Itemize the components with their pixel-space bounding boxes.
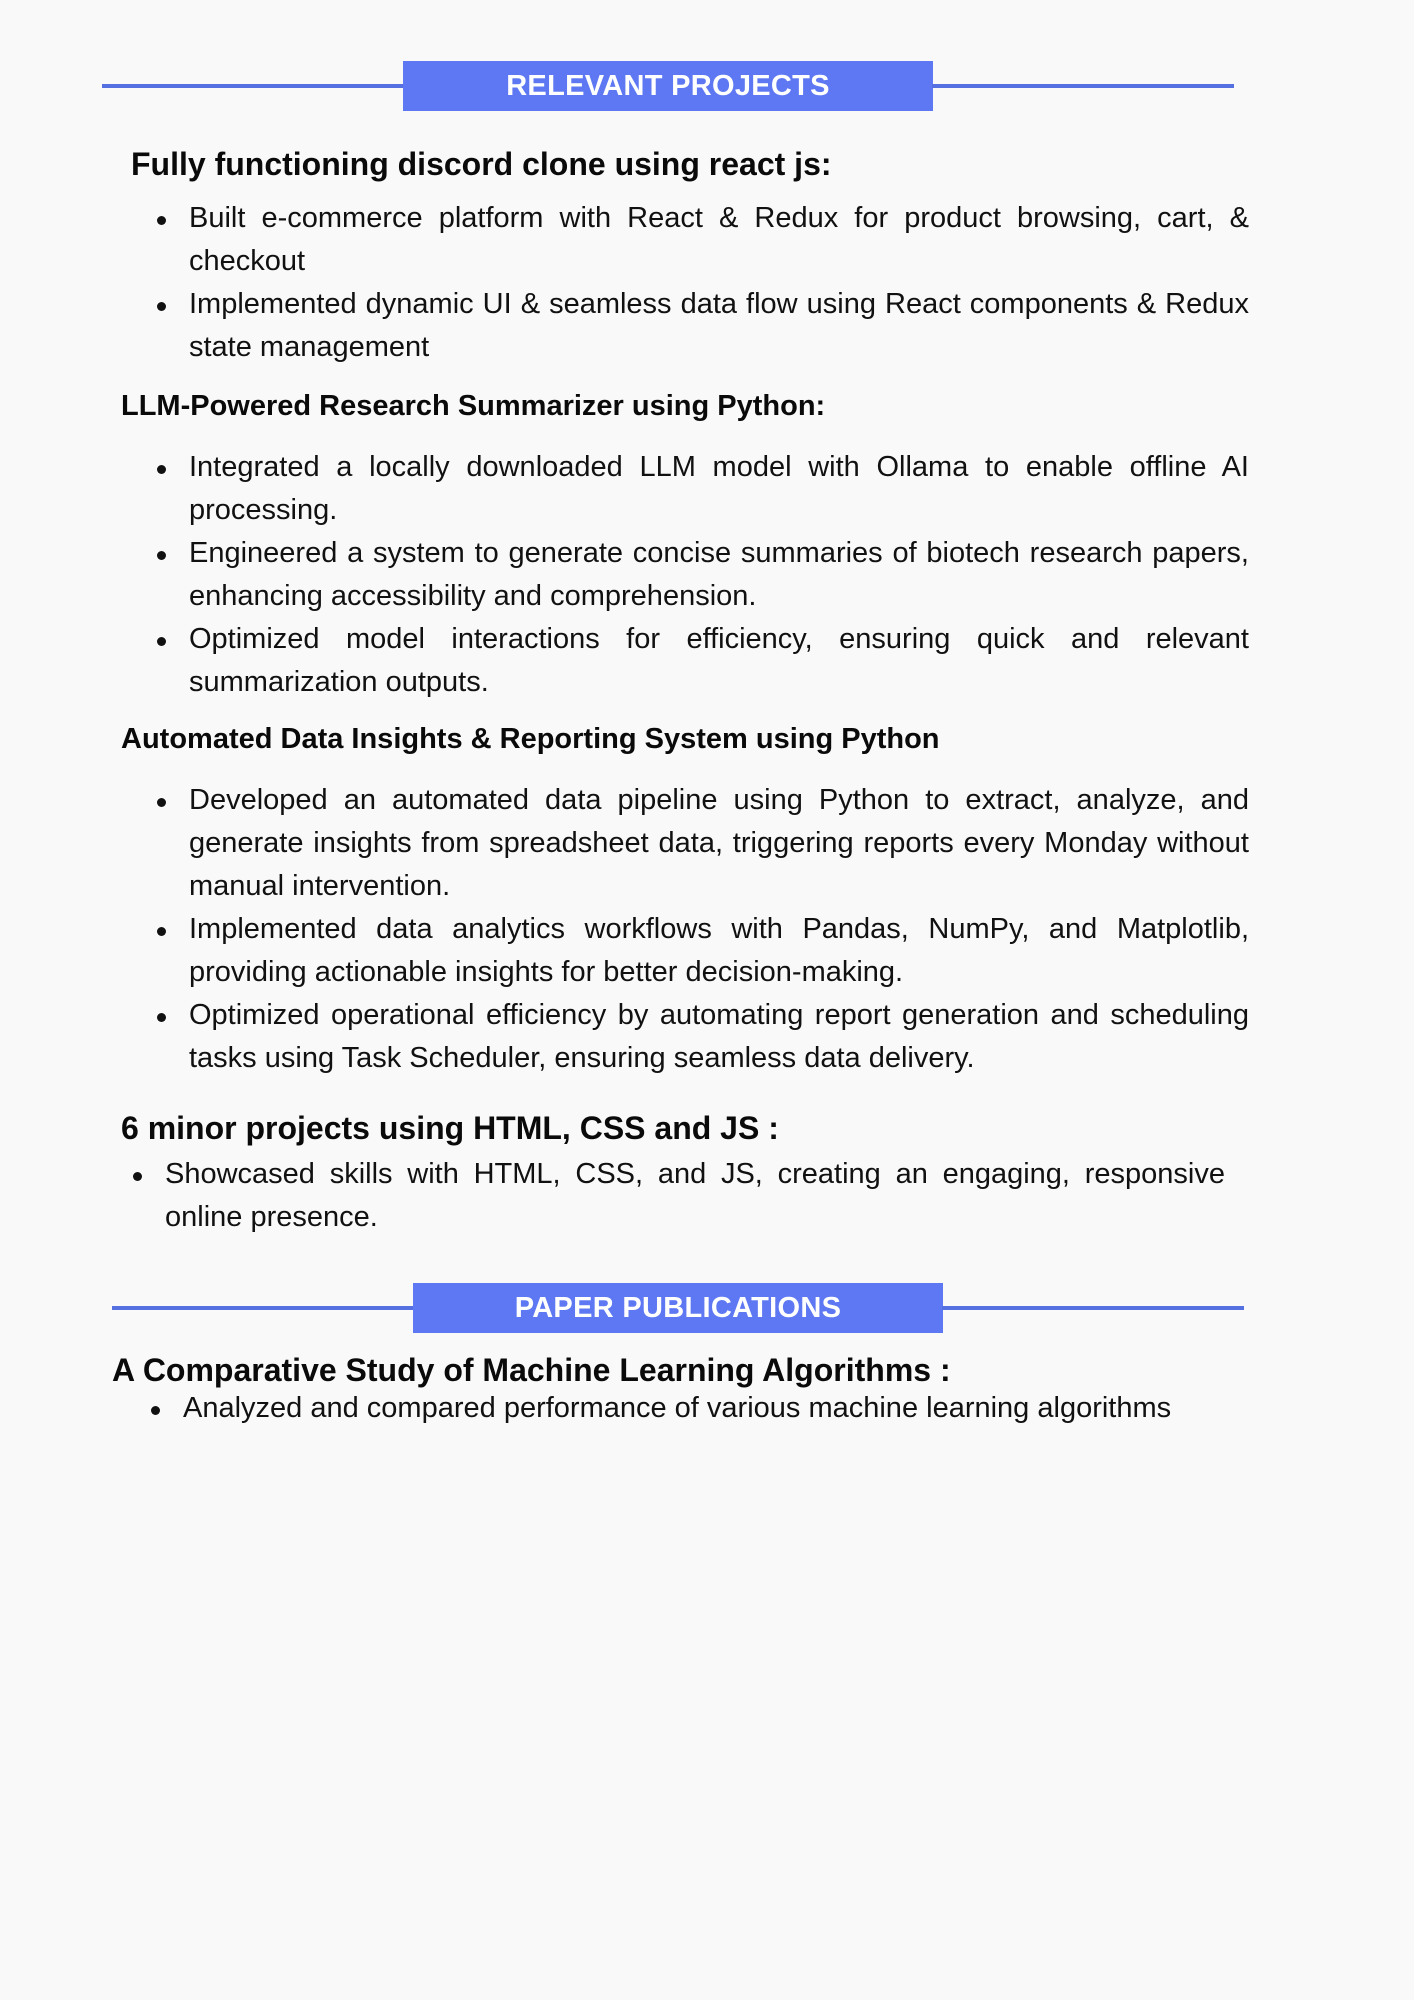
bullet-dot bbox=[157, 1013, 166, 1022]
project-title: LLM-Powered Research Summarizer using Python: bbox=[121, 390, 826, 422]
bullet-dot bbox=[151, 1406, 160, 1415]
bullet-item: Implemented dynamic UI & seamless data flow using React components & Redux state management bbox=[189, 283, 1249, 369]
bullet-dot bbox=[157, 551, 166, 560]
bullet-item: Integrated a locally downloaded LLM model with Ollama to enable offline AI processing. bbox=[189, 446, 1249, 532]
project-bullets bbox=[189, 446, 1249, 704]
bullet-item: Built e-commerce platform with React & Redux for product browsing, cart, & checkout bbox=[189, 197, 1249, 283]
project-title: Automated Data Insights & Reporting System using Python bbox=[121, 723, 940, 755]
publication-title: A Comparative Study of Machine Learning Algorithms : bbox=[112, 1352, 951, 1388]
publication-bullets bbox=[183, 1387, 1263, 1430]
header-rule-left bbox=[112, 1306, 414, 1310]
project-bullets bbox=[189, 779, 1249, 1080]
section-title: RELEVANT PROJECTS bbox=[506, 69, 830, 102]
bullet-item: Engineered a system to generate concise summaries of biotech research papers, enhancing accessibility and comprehension. bbox=[189, 532, 1249, 618]
header-rule-right bbox=[932, 84, 1234, 88]
bullet-dot bbox=[157, 302, 166, 311]
bullet-item: Implemented data analytics workflows with Pandas, NumPy, and Matplotlib, providing actionable insights for better decision-making. bbox=[189, 908, 1249, 994]
bullet-item: Analyzed and compared performance of various machine learning algorithms bbox=[183, 1387, 1263, 1430]
bullet-dot bbox=[157, 798, 166, 807]
relevant-projects-header bbox=[0, 61, 1414, 111]
section-title-box bbox=[413, 1283, 943, 1333]
section-title: PAPER PUBLICATIONS bbox=[514, 1291, 842, 1324]
paper-publications-header bbox=[0, 1283, 1414, 1333]
bullet-item: Developed an automated data pipeline using Python to extract, analyze, and generate insights from spreadsheet data, triggering reports every Monday without manual intervention. bbox=[189, 779, 1249, 908]
bullet-item: Showcased skills with HTML, CSS, and JS, creating an engaging, responsive online presence. bbox=[165, 1153, 1225, 1239]
project-bullets bbox=[189, 197, 1249, 369]
bullet-item: Optimized model interactions for efficiency, ensuring quick and relevant summarization outputs. bbox=[189, 618, 1249, 704]
bullet-item: Optimized operational efficiency by automating report generation and scheduling tasks using Task Scheduler, ensuring seamless data delivery. bbox=[189, 994, 1249, 1080]
project-bullets bbox=[165, 1153, 1225, 1239]
bullet-dot bbox=[157, 927, 166, 936]
project-title: Fully functioning discord clone using react js: bbox=[131, 146, 832, 182]
header-rule-right bbox=[942, 1306, 1244, 1310]
project-title: 6 minor projects using HTML, CSS and JS : bbox=[121, 1110, 779, 1146]
bullet-dot bbox=[157, 465, 166, 474]
bullet-dot bbox=[157, 216, 166, 225]
section-title-box bbox=[403, 61, 933, 111]
header-rule-left bbox=[102, 84, 404, 88]
bullet-dot bbox=[133, 1172, 142, 1181]
bullet-dot bbox=[157, 637, 166, 646]
